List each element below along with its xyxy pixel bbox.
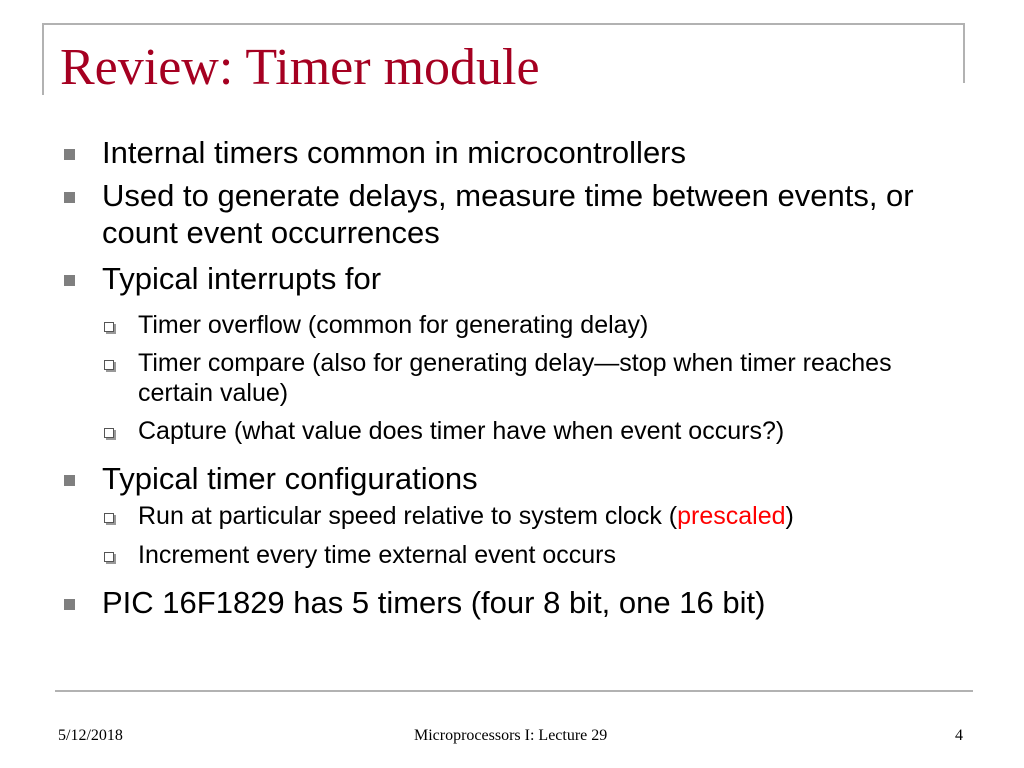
- sub-bullet-text-after: ): [785, 502, 794, 530]
- bullet-item: [60, 460, 970, 497]
- filled-square-bullet-icon: [64, 149, 75, 160]
- footer-title: Microprocessors I: Lecture 29: [414, 727, 608, 744]
- hollow-square-bullet-icon: [104, 360, 114, 370]
- sub-bullet-item: [60, 501, 970, 531]
- hollow-square-bullet-icon: [104, 322, 114, 332]
- bullet-text: Typical interrupts for: [102, 261, 382, 296]
- sub-bullet-text-before: Run at particular speed relative to system clock (: [138, 502, 678, 530]
- hollow-square-bullet-icon: [104, 513, 114, 523]
- sub-bullet-item: [60, 310, 970, 340]
- highlight-term: prescaled: [677, 502, 786, 530]
- bullet-item: [60, 260, 970, 297]
- left-frame-line: [42, 23, 44, 95]
- hollow-square-bullet-icon: [104, 428, 114, 438]
- footer-date: 5/12/2018: [58, 727, 123, 744]
- sub-bullet-text: Capture (what value does timer have when event occurs?): [138, 417, 785, 445]
- slide-title: Review: Timer module: [60, 39, 540, 96]
- sub-bullet-text: Timer overflow (common for generating delay): [138, 311, 649, 339]
- filled-square-bullet-icon: [64, 275, 75, 286]
- top-frame-line: [42, 23, 964, 25]
- filled-square-bullet-icon: [64, 475, 75, 486]
- sub-bullet-item: [60, 416, 970, 446]
- filled-square-bullet-icon: [64, 192, 75, 203]
- hollow-square-bullet-icon: [104, 552, 114, 562]
- bullet-text: Internal timers common in microcontrollers: [102, 135, 687, 170]
- slide-body: [60, 134, 970, 621]
- right-frame-line: [963, 23, 965, 83]
- sub-bullet-item: [60, 348, 970, 408]
- page-number: 4: [955, 727, 963, 744]
- bullet-text: Used to generate delays, measure time between events, or count event occurrences: [102, 178, 914, 250]
- bullet-text: PIC 16F1829 has 5 timers (four 8 bit, one 16 bit): [102, 585, 766, 620]
- footer-divider: [55, 690, 973, 692]
- bullet-text: Typical timer configurations: [102, 461, 478, 496]
- sub-bullet-item: [60, 540, 970, 570]
- bullet-item: [60, 134, 970, 171]
- sub-bullet-text: Timer compare (also for generating delay—stop when timer reaches certain value): [138, 349, 892, 407]
- sub-bullet-text: Increment every time external event occurs: [138, 541, 616, 569]
- bullet-item: [60, 584, 970, 621]
- filled-square-bullet-icon: [64, 599, 75, 610]
- bullet-item: [60, 177, 970, 251]
